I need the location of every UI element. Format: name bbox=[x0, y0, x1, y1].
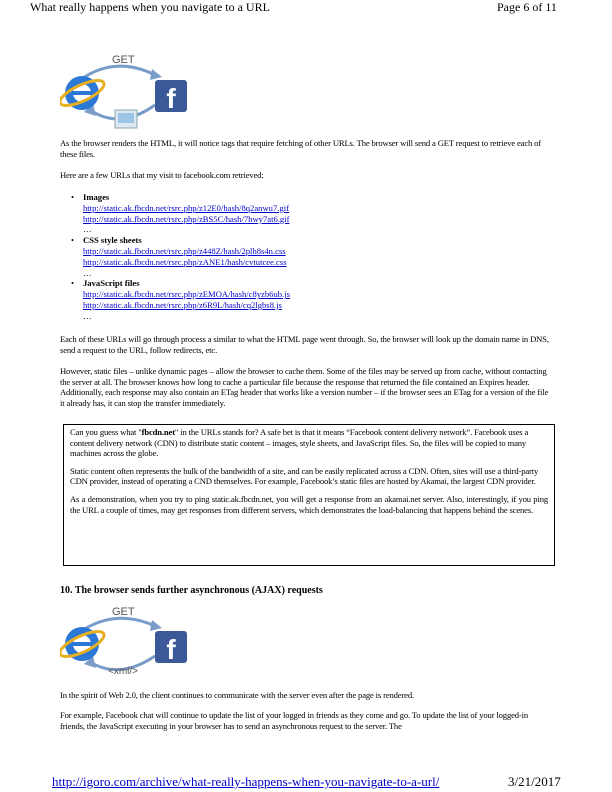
list-item-title: JavaScript files bbox=[83, 278, 140, 289]
url-link[interactable]: http://static.ak.fbcdn.net/rsrc.php/zBS5C/hash/7hwy7at6.gif bbox=[83, 213, 290, 224]
ellipsis: … bbox=[83, 310, 92, 321]
list-item-javascript: • JavaScript files http://static.ak.fbcdn.net/rsrc.php/zEMOA/hash/c8yzb6ub.js http://static.ak.fbcdn.net/rsrc.php/z6R9L/hash/cq2lgbs8.js … bbox=[71, 278, 290, 321]
paragraph: As the browser renders the HTML, it will notice tags that require fetching of other URLs. The browser will send a GET request to retrieve each of these files. bbox=[60, 138, 541, 159]
footer-url[interactable] bbox=[52, 774, 439, 790]
document-title: What really happens when you navigate to a URL bbox=[30, 0, 270, 14]
footer-date: 3/21/2017 bbox=[508, 774, 561, 789]
ie-logo-icon bbox=[60, 76, 107, 111]
url-list bbox=[71, 192, 290, 322]
url-link[interactable]: http://static.ak.fbcdn.net/rsrc.php/z448Z/hash/2plh8s4n.css bbox=[83, 245, 286, 256]
callout-paragraph bbox=[70, 427, 548, 459]
ellipsis: … bbox=[83, 224, 92, 235]
browser-get-facebook-figure bbox=[60, 50, 195, 132]
paragraph: Each of these URLs will go through process a similar to what the HTML page went through. So, the browser will look up the domain name in DNS, send a request to the URL, follow redirects, etc. bbox=[60, 334, 549, 355]
section-heading: 10. The browser sends further asynchronous (AJAX) requests bbox=[60, 585, 323, 596]
image-file-icon bbox=[115, 110, 137, 128]
list-item-images: • Images http://static.ak.fbcdn.net/rsrc.php/z12E0/hash/8q2anwu7.gif http://static.ak.fbcdn.net/rsrc.php/zBS5C/hash/7hwy7at6.gif … bbox=[71, 192, 290, 235]
url-link[interactable]: http://static.ak.fbcdn.net/rsrc.php/zEMOA/hash/c8yzb6ub.js bbox=[83, 289, 290, 300]
url-link[interactable]: http://static.ak.fbcdn.net/rsrc.php/zANE1/hash/cvtutcee.css bbox=[83, 256, 287, 267]
text: " in the URLs stands for? A safe bet is that it means “Facebook content delivery network”. Facebook uses a content delivery network (CDN) to distribute static content – images, style sheets, and JavaScript files. So, the files will be copied to many machines across the globe. bbox=[70, 427, 529, 459]
paragraph: For example, Facebook chat will continue to update the list of your logged in friends as they come and go. To update the list of your logged-in friends, the JavaScript executing in your browser has to send an asynchronous request to the server. The bbox=[60, 710, 528, 731]
get-label: GET bbox=[112, 54, 135, 66]
paragraph: Here are a few URLs that my visit to facebook.com retrieved: bbox=[60, 170, 264, 180]
page-number: Page 6 of 11 bbox=[497, 0, 557, 14]
callout-paragraph: Static content often represents the bulk of the bandwidth of a site, and can be easily replicated across a CDN. Often, sites will use a third-party CDN provider, instead of operating a CND themselves. For example, Facebook’s static files are hosted by Akamai, the largest CDN provider. bbox=[70, 465, 539, 487]
paragraph: In the spirit of Web 2.0, the client continues to communicate with the server even after the page is rendered. bbox=[60, 690, 414, 700]
bold-term: fbcdn.net bbox=[141, 427, 175, 437]
url-link[interactable]: http://static.ak.fbcdn.net/rsrc.php/z12E0/hash/8q2anwu7.gif bbox=[83, 202, 289, 213]
xml-label: <xml/> bbox=[108, 666, 139, 677]
get-label: GET bbox=[112, 606, 135, 618]
callout-paragraph: As a demonstration, when you try to ping static.ak.fbcdn.net, you will get a response from an akamai.net server. Also, interestingly, if you ping the URL a couple of times, may get responses from different servers, which demonstrates the load-balancing that happens behind the scenes. bbox=[70, 493, 548, 515]
ellipsis: … bbox=[83, 267, 92, 278]
list-item-title: Images bbox=[83, 192, 110, 202]
svg-text:f: f bbox=[166, 83, 176, 114]
source-link[interactable]: http://igoro.com/archive/what-really-happens-when-you-navigate-to-a-url/ bbox=[52, 774, 440, 789]
text: Can you guess what " bbox=[70, 427, 142, 437]
list-item-title: CSS style sheets bbox=[83, 235, 142, 246]
list-item-css: • CSS style sheets http://static.ak.fbcdn.net/rsrc.php/z448Z/hash/2plh8s4n.css http://static.ak.fbcdn.net/rsrc.php/zANE1/hash/cvtutcee.css … bbox=[78, 235, 290, 278]
url-link[interactable]: http://static.ak.fbcdn.net/rsrc.php/z6R9L/hash/cq2lgbs8.js bbox=[83, 299, 282, 310]
facebook-logo-icon bbox=[155, 80, 187, 114]
facebook-logo-icon bbox=[155, 631, 187, 665]
cdn-callout-box bbox=[63, 424, 555, 566]
ajax-request-figure bbox=[60, 604, 195, 682]
svg-text:f: f bbox=[166, 634, 176, 665]
paragraph: However, static files – unlike dynamic pages – allow the browser to cache them. Some of the files may be served up from cache, without contacting the server at all. The browser knows how long to cache a particular file because the response that returned the file contained an Expires header. Additionally, each response may also contain an ETag header that works like a version number – if the browser sees an ETag for a version of the file it already has, it can stop the transfer immediately. bbox=[60, 366, 549, 408]
ie-logo-icon bbox=[60, 627, 107, 662]
